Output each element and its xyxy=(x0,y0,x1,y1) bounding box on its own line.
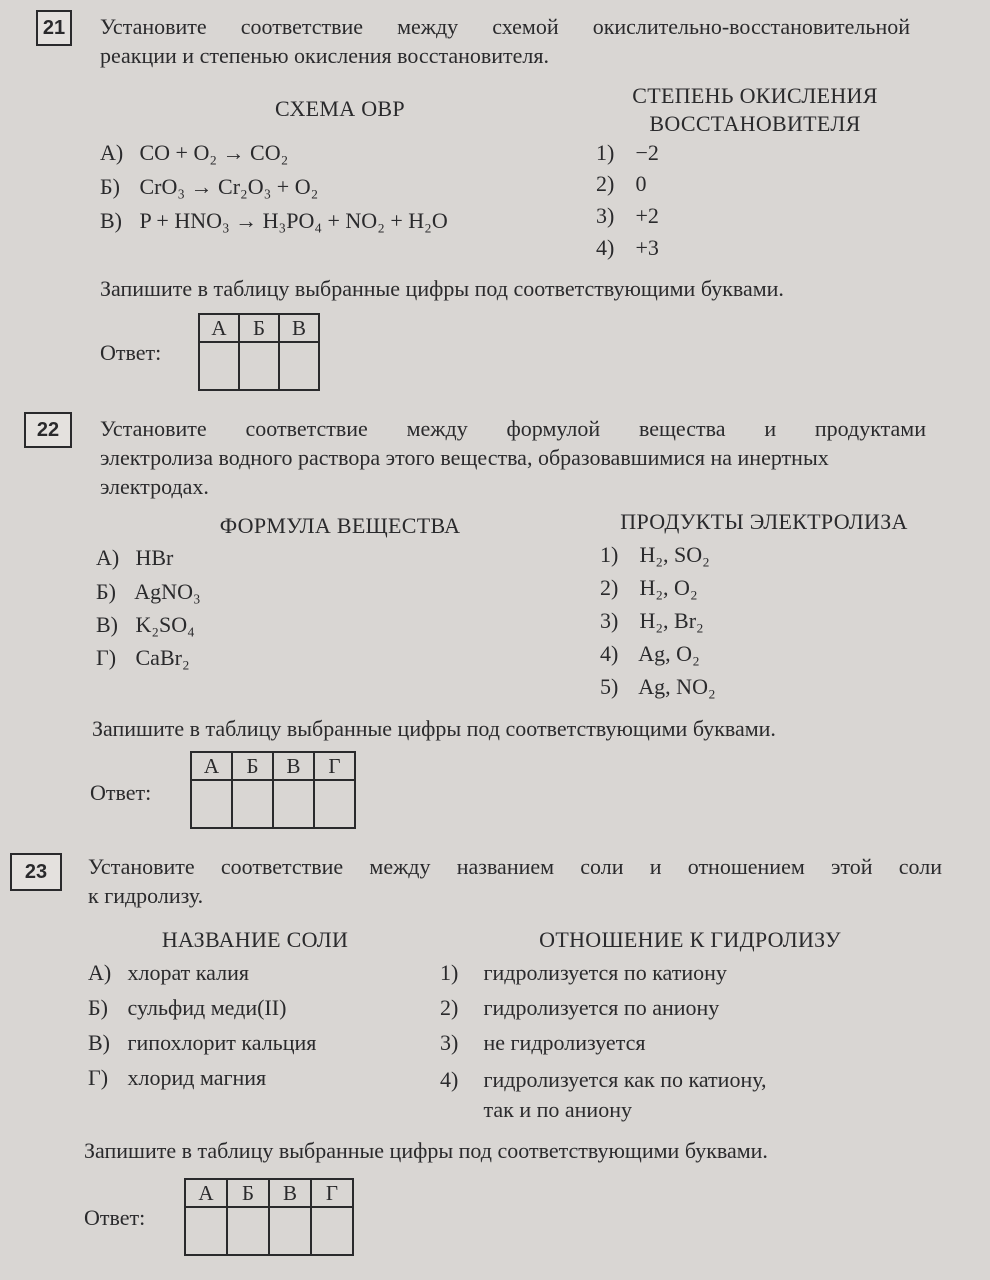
item-label: В) xyxy=(96,612,118,637)
list-item xyxy=(440,1065,767,1125)
item-text: Ag, NO₂ xyxy=(638,674,716,699)
statement-line: Установите соответствие между формулой вещества и продуктами xyxy=(100,416,926,441)
item-label: 2) xyxy=(440,995,459,1020)
item-text: CaBr₂ xyxy=(135,645,190,670)
column-header: А xyxy=(191,752,232,780)
answer-cell-b[interactable] xyxy=(232,780,273,828)
item-text: сульфид меди(II) xyxy=(127,995,287,1020)
task-statement xyxy=(88,852,942,910)
item-text: +2 xyxy=(635,203,659,228)
left-column-header: НАЗВАНИЕ СОЛИ xyxy=(161,927,349,952)
list-item xyxy=(96,545,173,571)
item-text: P + HNO₃ → H₃PO₄ + NO₂ + H₂O xyxy=(139,208,448,233)
answer-cell-a[interactable] xyxy=(199,342,239,390)
item-label: А) xyxy=(100,140,124,165)
item-label: 1) xyxy=(596,140,615,165)
right-column-header: ОТНОШЕНИЕ К ГИДРОЛИЗУ xyxy=(539,927,841,952)
column-header: Г xyxy=(314,752,355,780)
statement-line: реакции и степенью окисления восстановителя. xyxy=(100,43,550,68)
item-text: гидролизуется по катиону xyxy=(483,960,727,985)
task-number: 23 xyxy=(10,853,62,891)
answer-cell-v[interactable] xyxy=(269,1207,311,1255)
answer-table xyxy=(184,1178,354,1256)
list-item xyxy=(100,174,318,200)
item-text: H₂, O₂ xyxy=(639,575,698,600)
answer-cell-g[interactable] xyxy=(314,780,355,828)
list-item xyxy=(88,960,249,986)
item-text: CrO₃ → Cr₂O₃ + O₂ xyxy=(139,174,319,199)
header-line: ВОССТАНОВИТЕЛЯ xyxy=(649,111,861,136)
item-label: 4) xyxy=(440,1067,459,1092)
list-item xyxy=(440,1030,645,1056)
column-header: Б xyxy=(227,1179,269,1207)
item-label: 4) xyxy=(600,641,619,666)
item-text: не гидролизуется xyxy=(483,1030,646,1055)
item-label: 1) xyxy=(600,542,619,567)
answer-cell-v[interactable] xyxy=(273,780,314,828)
item-label: 2) xyxy=(596,171,615,196)
item-text: CO + O₂ → CO₂ xyxy=(139,140,289,165)
column-header: Б xyxy=(232,752,273,780)
item-label: Г) xyxy=(88,1065,109,1090)
item-text: гидролизуется как по катиону, xyxy=(483,1067,767,1092)
answer-cell-b[interactable] xyxy=(227,1207,269,1255)
item-label: 3) xyxy=(600,608,619,633)
statement-line: электродах. xyxy=(100,474,209,499)
list-item xyxy=(100,208,448,234)
answer-table xyxy=(190,751,356,829)
item-text-continued: так и по аниону xyxy=(483,1097,632,1122)
item-label: 4) xyxy=(596,235,615,260)
item-label: А) xyxy=(88,960,112,985)
instruction: Запишите в таблицу выбранные цифры под соответствующими буквами. xyxy=(100,276,784,301)
task-number: 22 xyxy=(24,412,72,448)
right-column-header: ПРОДУКТЫ ЭЛЕКТРОЛИЗА xyxy=(620,509,908,534)
item-label: Б) xyxy=(96,579,116,604)
list-item xyxy=(100,140,288,166)
list-item xyxy=(440,960,727,986)
list-item xyxy=(96,612,195,638)
item-label: 3) xyxy=(596,203,615,228)
column-header: А xyxy=(199,314,239,342)
task-statement xyxy=(100,12,910,70)
answer-cell-g[interactable] xyxy=(311,1207,353,1255)
instruction: Запишите в таблицу выбранные цифры под соответствующими буквами. xyxy=(84,1138,768,1163)
item-label: В) xyxy=(100,208,122,233)
item-text: K₂SO₄ xyxy=(135,612,195,637)
item-text: H₂, SO₂ xyxy=(639,542,710,567)
header-line: СТЕПЕНЬ ОКИСЛЕНИЯ xyxy=(632,83,878,108)
item-text: гипохлорит кальция xyxy=(127,1030,317,1055)
answer-cell-a[interactable] xyxy=(191,780,232,828)
item-text: +3 xyxy=(635,235,659,260)
answer-label: Ответ: xyxy=(100,340,162,365)
item-label: В) xyxy=(88,1030,110,1055)
answer-cell-a[interactable] xyxy=(185,1207,227,1255)
list-item xyxy=(596,171,647,197)
item-label: 3) xyxy=(440,1030,459,1055)
column-header: Г xyxy=(311,1179,353,1207)
list-item xyxy=(88,995,286,1021)
item-text: хлорат калия xyxy=(127,960,249,985)
statement-line: Установите соответствие между названием соли и отношением этой соли xyxy=(88,854,942,879)
answer-table xyxy=(198,313,320,391)
column-header: Б xyxy=(239,314,279,342)
instruction: Запишите в таблицу выбранные цифры под соответствующими буквами. xyxy=(92,716,776,741)
right-column-header xyxy=(580,82,930,138)
answer-label: Ответ: xyxy=(90,780,152,805)
item-text: хлорид магния xyxy=(127,1065,267,1090)
answer-cell-v[interactable] xyxy=(279,342,319,390)
statement-line: Установите соответствие между схемой окислительно-восстановительной xyxy=(100,14,910,39)
list-item xyxy=(596,235,659,261)
item-text: H₂, Br₂ xyxy=(639,608,704,633)
item-text: HBr xyxy=(135,545,174,570)
list-item xyxy=(600,674,716,700)
item-text: гидролизуется по аниону xyxy=(483,995,720,1020)
answer-cell-b[interactable] xyxy=(239,342,279,390)
statement-line: электролиза водного раствора этого вещества, образовавшимися на инертных xyxy=(100,445,829,470)
answer-label: Ответ: xyxy=(84,1205,146,1230)
left-column-header: СХЕМА ОВР xyxy=(275,96,405,121)
item-label: 5) xyxy=(600,674,619,699)
item-text: −2 xyxy=(635,140,659,165)
item-label: А) xyxy=(96,545,120,570)
item-label: Г) xyxy=(96,645,117,670)
item-label: Б) xyxy=(88,995,108,1020)
list-item xyxy=(600,641,700,667)
list-item xyxy=(596,203,659,229)
list-item xyxy=(596,140,659,166)
item-label: Б) xyxy=(100,174,120,199)
list-item xyxy=(440,995,719,1021)
list-item xyxy=(96,645,190,671)
list-item xyxy=(600,608,704,634)
item-label: 1) xyxy=(440,960,459,985)
item-text: AgNO₃ xyxy=(134,579,201,604)
item-text: 0 xyxy=(635,171,647,196)
list-item xyxy=(88,1065,266,1091)
column-header: В xyxy=(273,752,314,780)
column-header: А xyxy=(185,1179,227,1207)
list-item xyxy=(88,1030,316,1056)
list-item xyxy=(600,575,698,601)
item-text: Ag, O₂ xyxy=(638,641,700,666)
column-header: В xyxy=(279,314,319,342)
task-number: 21 xyxy=(36,10,72,46)
list-item xyxy=(600,542,710,568)
task-statement xyxy=(100,414,926,501)
left-column-header: ФОРМУЛА ВЕЩЕСТВА xyxy=(219,513,461,538)
list-item xyxy=(96,579,201,605)
column-header: В xyxy=(269,1179,311,1207)
item-label: 2) xyxy=(600,575,619,600)
statement-line: к гидролизу. xyxy=(88,883,204,908)
